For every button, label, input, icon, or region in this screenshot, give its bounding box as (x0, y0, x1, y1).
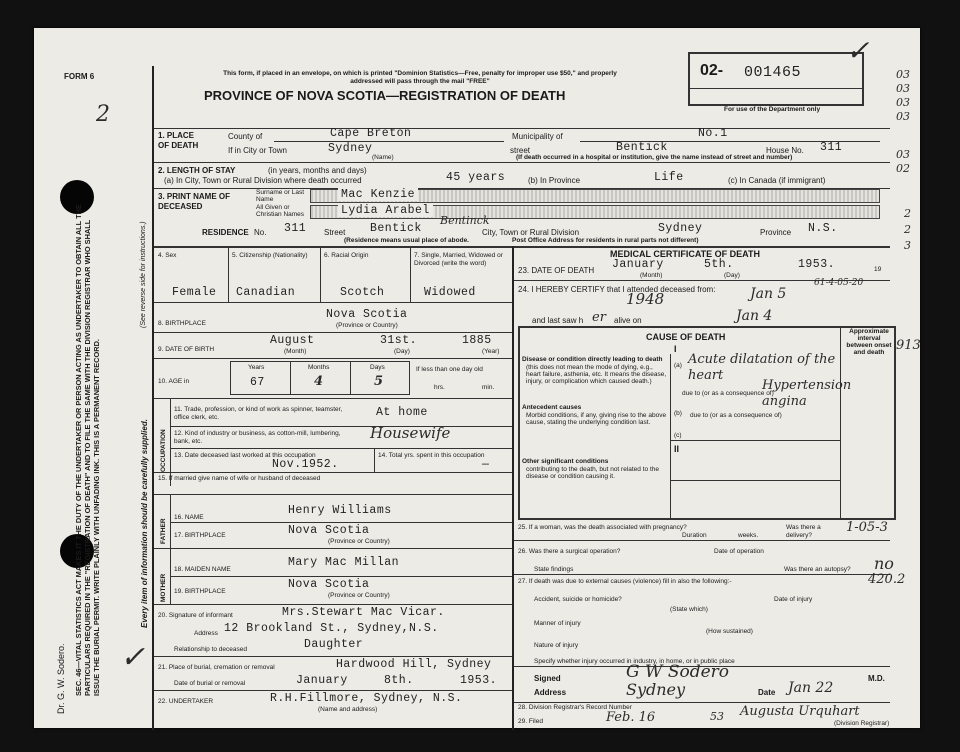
res-no-value: 311 (284, 222, 307, 235)
last-saw-label: and last saw h (532, 316, 584, 325)
registrar-hand: Augusta Urquhart (740, 704, 860, 719)
age-days: 5 (374, 374, 384, 389)
municipality-label: Municipality of (512, 132, 563, 141)
pregnancy-label: 25. If a woman, was the death associated with pregnancy? (518, 524, 687, 531)
record-label: 28. Division Registrar's Record Number (518, 704, 632, 711)
county-value: Cape Breton (330, 127, 412, 140)
external-label: 27. If death was due to external causes (violence) fill in also the following:- (518, 578, 732, 585)
dob-day-caption: (Day) (394, 348, 410, 355)
res-province-value: N.S. (808, 222, 838, 235)
disease-label: Disease or condition directly leading to death (522, 356, 663, 363)
trade-value: At home (376, 406, 428, 419)
last-saw-hand: er (592, 310, 606, 325)
house-label: House No. (766, 146, 804, 155)
mother-bp-label: 19. BIRTHPLACE (174, 588, 226, 595)
accident-label: Accident, suicide or homicide? (534, 596, 622, 603)
racial-value: Scotch (340, 286, 385, 299)
burial-year: 1953. (460, 674, 498, 687)
filed-hand: Feb. 16 (606, 710, 656, 725)
industry-label: 12. Kind of industry or business, as cotton-mill, lumbering, bank, etc. (174, 430, 341, 445)
burial-place: Hardwood Hill, Sydney (336, 658, 492, 671)
racial-label: 6. Racial Origin (324, 252, 369, 259)
trade-label: 11. Trade, profession, or kind of work as spinner, teamster, office clerk, etc. (174, 406, 343, 421)
medical-title: MEDICAL CERTIFICATE OF DEATH (610, 249, 760, 259)
stay-b-value: Life (654, 171, 684, 184)
stay-a-value: 45 years (446, 171, 506, 184)
name-address-caption: (Name and address) (318, 706, 378, 713)
cause-b-hand: Hypertension angina (762, 378, 852, 409)
dob-label: 9. DATE OF BIRTH (158, 346, 215, 353)
death-nineteen: 19 (874, 266, 882, 273)
mother-side-label: MOTHER (160, 573, 167, 602)
place-label: 1. PLACE OF DEATH (158, 131, 199, 150)
marital-value: Widowed (424, 286, 476, 299)
days-label: Days (370, 364, 385, 371)
res-street-hand: Bentinck (440, 214, 490, 227)
md-label: M.D. (868, 674, 885, 683)
attended-to: Jan 5 (750, 286, 787, 302)
antecedent-label: Antecedent causes (522, 404, 582, 411)
see-reverse-note: (See reverse side for instructions.) (140, 221, 147, 328)
page-title: PROVINCE OF NOVA SCOTIA—REGISTRATION OF DEATH (204, 88, 566, 103)
given-value: Lydia Arabel (338, 204, 433, 217)
dob-month-caption: (Month) (284, 348, 307, 355)
res-street-label: Street (324, 228, 346, 237)
due-to-1: due to (or as a consequence of) (682, 390, 774, 397)
sex-value: Female (172, 286, 217, 299)
filed-year: 53 (710, 710, 724, 723)
burial-day: 8th. (384, 674, 414, 687)
house-value: 311 (820, 141, 843, 154)
less-day-label: If less than one day old (416, 366, 483, 373)
burial-month: January (296, 674, 348, 687)
res-province-label: Province (760, 228, 792, 237)
res-city-value: Sydney (658, 222, 703, 235)
dob-year: 1885 (462, 334, 492, 347)
cause-b-label: (b) (674, 410, 682, 417)
disease-note: (this does not mean the mode of dying, e.g., heart failure, asthenia, etc. It means the disease, injury, or complication which caused death.) (526, 364, 667, 385)
dob-year-caption: (Year) (482, 348, 500, 355)
last-worked-value: Nov.1952. (272, 458, 339, 471)
attended-from: 1948 (626, 290, 665, 308)
father-name: Henry Williams (288, 504, 392, 517)
handwritten-mark-2: 2 (96, 102, 110, 127)
cause-part-2: II (674, 444, 680, 454)
stay-label: 2. LENGTH OF STAY (158, 166, 236, 175)
city-name-caption: (Name) (372, 154, 394, 161)
margin-codes: 03 03 03 03 (896, 68, 910, 123)
doctor-date-hand: Jan 22 (788, 680, 834, 696)
informant-signature: Mrs.Stewart Mac Vicar. (282, 606, 445, 619)
other-label: Other significant conditions (522, 458, 609, 465)
margin-code-r2: 420.2 (868, 572, 906, 587)
city-value: Sydney (328, 142, 373, 155)
state-which-caption: (State which) (670, 606, 708, 613)
age-years: 67 (250, 376, 265, 389)
certify-label: 24. I HEREBY CERTIFY that I attended deceased from: (518, 285, 716, 294)
margin-code-r3: 913 (896, 338, 921, 353)
reg-prefix: 02- (700, 62, 724, 79)
cause-c-label: (c) (674, 432, 682, 439)
delivery-label: Was there a delivery? (786, 524, 821, 539)
informant-address: 12 Brookland St., Sydney,N.S. (224, 622, 439, 635)
relationship-value: Daughter (304, 638, 364, 651)
doctor-address-hand: Sydney (626, 680, 686, 699)
surname-label: Surname or Last Name (256, 189, 305, 203)
undertaker-label: 22. UNDERTAKER (158, 698, 214, 705)
county-label: County of (228, 132, 263, 141)
cause-part-1: I (674, 344, 677, 354)
doctor-date-label: Date (758, 688, 776, 697)
duration-label: Duration (682, 532, 707, 539)
informant-sig-label: 20. Signature of informant (158, 612, 233, 619)
mother-bp: Nova Scotia (288, 578, 370, 591)
mailing-instructions: This form, if placed in an envelope, on which is printed "Dominion Statistics—Free, penalty for improper use $50," and properly addressed will pass through the mail "FREE" (223, 70, 617, 85)
stay-caption: (in years, months and days) (268, 166, 367, 175)
due-to-2: due to (or as a consequence of) (690, 412, 782, 419)
hospital-note: (If death occurred in a hospital or institution, give the name instead of street and number) (516, 154, 793, 161)
antecedent-note: Morbid conditions, if any, giving rise to the above cause, stating the underlying condition last. (526, 412, 667, 426)
death-date-label: 23. DATE OF DEATH (518, 266, 595, 275)
death-month-caption: (Month) (640, 272, 663, 279)
margin-code-r4: 61-4-05-20 (814, 278, 864, 288)
res-city-label: City, Town or Rural Division (482, 228, 580, 237)
cause-a-label: (a) (674, 362, 682, 369)
father-name-label: 16. NAME (174, 514, 204, 521)
industry-value: Housewife (370, 424, 451, 442)
mother-name: Mary Mac Millan (288, 556, 400, 569)
interval-label: Approximate interval between onset and death (846, 328, 892, 356)
occupation-side-label: OCCUPATION (160, 429, 167, 472)
margin-codes-2: 03 02 (896, 148, 910, 175)
stay-b-label: (b) In Province (528, 176, 581, 185)
cause-title: CAUSE OF DEATH (646, 332, 726, 342)
post-office-note: Post Office Address for residents in rural parts not different) (512, 237, 699, 244)
death-month: January (612, 258, 664, 271)
citizenship-value: Canadian (236, 286, 296, 299)
left-instructions: SEC. 46—VITAL STATISTICS ACT MAKES IT THE DUTY OF THE UNDERTAKER OR PERSON ACTING AS UNDERTAKER TO OBTAIN ALL THE PARTICULARS REQUIRED IN THE "REGISTRATION OF DEATH" AND TO FILE THE SAME WITH THE DIVISION REGISTRAR WHO SHALL ISSUE THE BURIAL PERMIT. WRITE PLAINLY WITH UNFADING INK. THIS IS A PERMANENT RECORD. (74, 204, 101, 696)
min-label: min. (482, 384, 495, 391)
doctor-address-label: Address (534, 688, 567, 697)
burial-date-label: Date of burial or removal (174, 680, 246, 687)
reg-number: 001465 (744, 64, 802, 81)
dept-use-caption: For use of the Department only (724, 106, 821, 113)
residence-label: RESIDENCE (202, 228, 249, 237)
father-side-label: FATHER (160, 518, 167, 544)
specify-label: Specify whether injury occurred in industry, in home, or in public place (534, 658, 735, 665)
surname-value: Mac Kenzie (338, 188, 418, 201)
form-number: FORM 6 (64, 72, 95, 81)
stay-a-label: (a) In City, Town or Rural Division where death occurred (164, 176, 362, 185)
every-item-note: Every item of information should be carefully supplied. (140, 419, 149, 628)
checkmark-top: ✓ (846, 34, 870, 67)
total-years-value: — (482, 458, 490, 471)
municipality-value: No.1 (698, 127, 728, 140)
last-worked-label: 13. Date deceased last worked at this occupation (174, 452, 316, 459)
cause-a-hand: Acute dilatation of the heart (688, 352, 836, 383)
other-note: contributing to the death, but not related to the disease or condition causing it. (526, 466, 659, 480)
citizenship-label: 5. Citizenship (Nationality) (232, 252, 308, 259)
age-label: 10. AGE in (158, 378, 190, 385)
autopsy-label: Was there an autopsy? (784, 566, 851, 573)
nature-label: Nature of injury (534, 642, 579, 649)
date-op-label: Date of operation (714, 548, 764, 555)
registrar-caption: (Division Registrar) (834, 720, 890, 727)
burial-place-label: 21. Place of burial, cremation or removal (158, 664, 275, 671)
father-bp-label: 17. BIRTHPLACE (174, 532, 226, 539)
weeks-label: weeks. (738, 532, 759, 539)
undertaker-value: R.H.Fillmore, Sydney, N.S. (270, 692, 463, 705)
father-bp: Nova Scotia (288, 524, 370, 537)
date-injury-label: Date of injury (774, 596, 813, 603)
birthplace-label: 8. BIRTHPLACE (158, 320, 206, 327)
city-label: If in City or Town (228, 146, 287, 155)
years-label: Years (248, 364, 265, 371)
usual-abode: (Residence means usual place of abode. (344, 237, 469, 244)
informant-address-label: Address (194, 630, 218, 637)
death-day: 5th. (704, 258, 734, 271)
spouse-label: 15. If married give name of wife or husband of deceased (158, 475, 321, 482)
checkmark-left: ✓ (120, 640, 146, 675)
relationship-label: Relationship to deceased (174, 646, 247, 653)
stay-c-label: (c) In Canada (if immigrant) (728, 176, 826, 185)
how-sustained-caption: (How sustained) (706, 628, 753, 635)
total-years-label: 14. Total yrs. spent in this occupation (378, 452, 485, 459)
registration-number-box (688, 52, 864, 106)
mother-name-label: 18. MAIDEN NAME (174, 566, 231, 573)
res-street-value: Bentick (370, 222, 422, 235)
sex-label: 4. Sex (158, 252, 177, 259)
doctor-stamp: Dr. G. W. Sodero. (56, 643, 66, 714)
findings-label: State findings (534, 566, 574, 573)
hrs-label: hrs. (434, 384, 445, 391)
death-year: 1953. (798, 258, 836, 271)
autopsy-value: no (874, 554, 894, 573)
street-value: Bentick (616, 141, 668, 154)
signed-hand: G W Sodero (626, 662, 730, 682)
death-registration-form (34, 28, 920, 728)
birthplace-caption: (Province or Country) (336, 322, 398, 329)
margin-codes-3: 2 2 3 (904, 207, 911, 252)
res-no-label: No. (254, 228, 267, 237)
name-label: 3. PRINT NAME OF DECEASED (158, 192, 231, 211)
dob-day: 31st. (380, 334, 418, 347)
alive-on-label: alive on (614, 316, 642, 325)
months-label: Months (308, 364, 330, 371)
marital-label: 7. Single, Married, Widowed or Divorced (write the word) (414, 252, 503, 267)
birthplace-value: Nova Scotia (326, 308, 408, 321)
dob-month: August (270, 334, 315, 347)
given-label: All Given or Christian Names (256, 204, 305, 218)
age-months: 4 (314, 374, 324, 389)
mother-bp-caption: (Province or Country) (328, 592, 390, 599)
street-label: street (510, 146, 531, 155)
margin-code-r1: 1-05-3 (846, 520, 888, 535)
manner-label: Manner of injury (534, 620, 581, 627)
death-day-caption: (Day) (724, 272, 740, 279)
signed-label: Signed (534, 674, 561, 683)
father-bp-caption: (Province or Country) (328, 538, 390, 545)
alive-on-hand: Jan 4 (736, 308, 773, 324)
surgical-label: 26. Was there a surgical operation? (518, 548, 621, 555)
filed-label: 29. Filed (518, 718, 543, 725)
